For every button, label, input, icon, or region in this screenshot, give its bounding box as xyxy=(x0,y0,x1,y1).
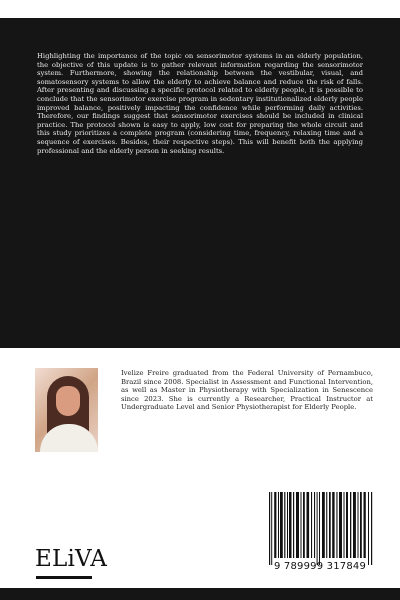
book-description-text: Highlighting the importance of the topic on sensorimotor systems in an elderly population, the objective of this update is to gather relevant information regarding the sensorimotor system. Furthermore, showing the relationship between the vestibular, visual, and somatosensory systems to allow the elderly to achieve balance and reduce the risk of falls. After presenting and discussing a specific protocol related to elderly people, it is possible to conclude that the sensorimotor exercise program in sedentary institutionalized elderly people improved balance, positively impacting the confidence while performing daily activities. Therefore, our findings suggest that sensorimotor exercises should be included in clinical practice. The protocol shown is easy to apply, low cost for preparing the whole circuit and this study prioritizes a complete program (considering time, frequency, relaxing time and a sequence of exercises. Besides, their respective steps). This will benefit both the applying professional and the elderly person in seeking results. xyxy=(37,52,366,155)
publisher-logo-text: ELiVA xyxy=(35,546,108,572)
publisher-logo xyxy=(35,545,108,583)
publisher-logo-underline xyxy=(36,576,92,579)
dark-cover-panel xyxy=(0,18,400,348)
isbn-barcode-panel xyxy=(262,491,378,577)
barcode-icon xyxy=(269,492,373,565)
author-biography: Ivelize Freire graduated from the Federal University of Pernambuco, Brazil since 2008. Specialist in Assessment and Functional Intervention, as well as Master in Physiotherapy with Specialization in Senescence since 2023. She is currently a Researcher, Practical Instructor at Undergraduate Level and Senior Physiotherapist for Elderly People. xyxy=(121,369,373,412)
isbn-number: 9 789999 317849 xyxy=(273,561,367,572)
author-photo xyxy=(35,368,98,452)
bottom-cover-band xyxy=(0,588,400,600)
author-face-shape xyxy=(56,386,80,416)
